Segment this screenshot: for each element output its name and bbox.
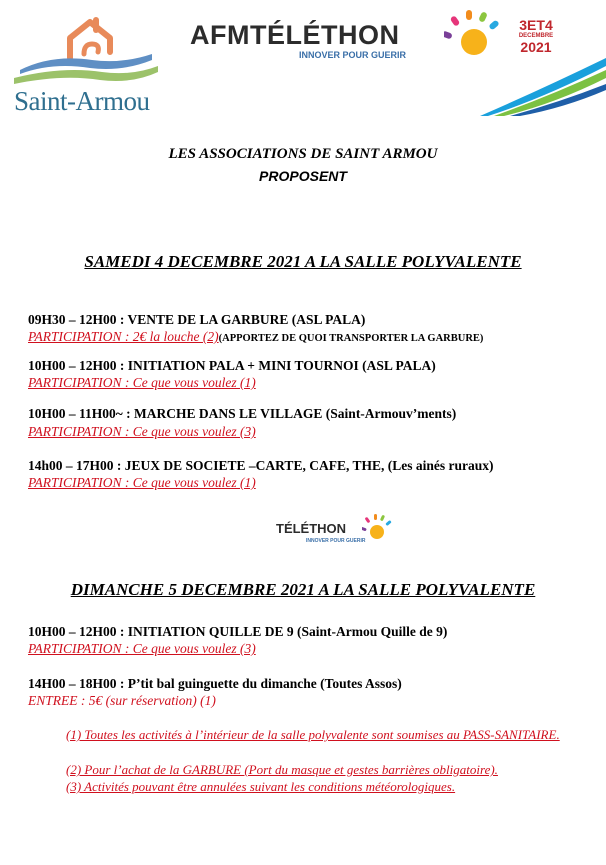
note-1: (1) Toutes les activités à l’intérieur de la salle polyvalente sont soumises au PASS-SANITAIRE. [66, 727, 560, 742]
afm-dates-month: DECEMBRE [518, 33, 554, 39]
afm-telethon-banner [190, 10, 606, 110]
saturday-event-1-title: 09H30 – 12H00 : VENTE DE LA GARBURE (ASL PALA) [28, 312, 366, 327]
sunday-event-1-title: 10H00 – 12H00 : INITIATION QUILLE DE 9 (Saint-Armou Quille de 9) [28, 624, 448, 639]
saint-armou-logo-text: Saint-Armou [14, 86, 150, 116]
saturday-event-2-participation: PARTICIPATION : Ce que vous voulez (1) [28, 375, 256, 390]
saturday-event-1-participation [28, 329, 483, 345]
saint-armou-logo [12, 10, 162, 122]
afm-swoosh-decoration [480, 50, 606, 116]
afm-dates-days: 3ET4 [519, 17, 553, 33]
afm-telethon-title: AFMTÉLÉTHON [190, 20, 400, 50]
telethon-small-logo [272, 512, 402, 552]
sunday-event-2-entree: ENTREE : 5€ (sur réservation) (1) [28, 693, 216, 708]
telethon-small-tagline: INNOVER POUR GUERIR [306, 538, 366, 544]
afm-telethon-dates [506, 18, 566, 54]
header-proposent: PROPOSENT [259, 168, 347, 184]
sunday-title: DIMANCHE 5 DECEMBRE 2021 A LA SALLE POLYVALENTE [70, 580, 536, 599]
saturday-event-3-title: 10H00 – 11H00~ : MARCHE DANS LE VILLAGE (Saint-Armouv’ments) [28, 406, 457, 421]
sunday-event-2-title: 14H00 – 18H00 : P’tit bal guinguette du dimanche (Toutes Assos) [28, 676, 402, 691]
saint-armou-house-icon [12, 10, 162, 90]
note-2: (2) Pour l’achat de la GARBURE (Port du masque et gestes barrières obligatoire). [66, 762, 498, 777]
saturday-event-4-title: 14h00 – 17H00 : JEUX DE SOCIETE –CARTE, CAFE, THE, (Les ainés ruraux) [28, 458, 494, 473]
afm-dates-year: 2021 [520, 39, 552, 55]
note-3: (3) Activités pouvant être annulées suivant les conditions météorologiques. [66, 779, 456, 794]
saturday-event-2-title: 10H00 – 12H00 : INITIATION PALA + MINI TOURNOI (ASL PALA) [28, 358, 436, 373]
header-associations: LES ASSOCIATIONS DE SAINT ARMOU [168, 146, 438, 162]
afm-telethon-tagline: INNOVER POUR GUERIR [299, 50, 407, 60]
telethon-small-sun-icon [362, 514, 394, 546]
saturday-event-1-note: (APPORTEZ DE QUOI TRANSPORTER LA GARBURE) [218, 333, 484, 344]
saturday-event-1-participation-text: PARTICIPATION : 2€ la louche (2) [28, 329, 219, 344]
telethon-small-title: TÉLÉTHON [276, 521, 347, 536]
sunday-event-1-participation: PARTICIPATION : Ce que vous voulez (3) [28, 641, 256, 656]
saturday-title: SAMEDI 4 DECEMBRE 2021 A LA SALLE POLYVALENTE [84, 252, 522, 271]
saturday-event-3-participation: PARTICIPATION : Ce que vous voulez (3) [28, 424, 256, 439]
saturday-event-4-participation: PARTICIPATION : Ce que vous voulez (1) [28, 475, 256, 490]
